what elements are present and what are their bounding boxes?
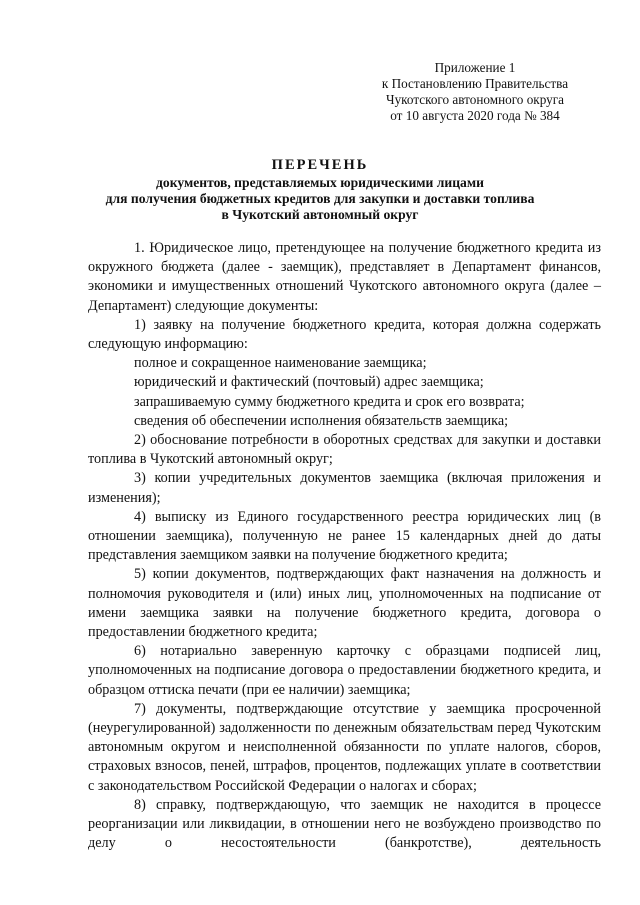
item-7-no-debt-documents: 7) документы, подтверждающие отсутствие у заемщика просроченной (неурегулированной) задолженности по денежным обязательствам перед Чукотским автономным округом и неисполненной обязанности по уплате налогов, сборов, страховых взносов, пеней, штрафов, процентов, подлежащих уплате в соответствии с законодательством Российской Федерации о налогах и сборах; [88, 700, 601, 794]
paragraph-1: 1. Юридическое лицо, претендующее на получение бюджетного кредита из окружного бюджета (далее - заемщик), представляет в Департамент финансов, экономики и имущественных отношений Чукотского автономного округа (далее – Департамент) следующие документы: [88, 240, 601, 314]
item-1-subitem-name: полное и сокращенное наименование заемщика; [134, 355, 427, 372]
subtitle-line-2: для получения бюджетных кредитов для закупки и доставки топлива [105, 191, 535, 206]
appendix-header [360, 60, 590, 124]
appendix-date: от 10 августа 2020 года № 384 [390, 108, 560, 123]
document-body [88, 239, 601, 854]
appendix-reference: к Постановлению Правительства [381, 76, 569, 91]
subtitle-line-1: документов, представляемых юридическими лицами [156, 175, 484, 190]
item-3-founding-documents: 3) копии учредительных документов заемщика (включая приложения и изменения); [88, 470, 601, 506]
item-6-signature-card: 6) нотариально заверенную карточку с образцами подписей лиц, уполномоченных на подписание договора о предоставлении бюджетного кредита, и образцом оттиска печати (при ее наличии) заемщика; [88, 643, 601, 698]
item-2-justification: 2) обоснование потребности в оборотных средствах для закупки и доставки топлива в Чукотский автономный округ; [88, 432, 601, 468]
subtitle-line-3: в Чукотский автономный округ [221, 207, 419, 222]
document-title [80, 155, 560, 223]
item-5-authority-documents: 5) копии документов, подтверждающих факт назначения на должность и полномочия руководителя и (или) иных лиц, уполномоченных на подписание от имени заемщика заявки на получение бюджетного кредита, договора о предоставлении бюджетного кредита; [88, 566, 601, 641]
appendix-number: Приложение 1 [434, 60, 516, 75]
item-8-reorganization-certificate: 8) справку, подтверждающую, что заемщик не находится в процессе реорганизации или ликвидации, в отношении него не возбуждено производство по делу о несостоятельности (банкротстве), деятельность [88, 796, 601, 852]
title-main: ПЕРЕЧЕНЬ [271, 157, 369, 173]
item-4-registry-extract: 4) выписку из Единого государственного реестра юридических лиц (в отношении заемщика), полученную не ранее 15 календарных дней до даты представления заемщиком заявки на получение бюджетного кредита; [88, 508, 601, 564]
appendix-region: Чукотского автономного округа [386, 92, 564, 107]
item-1-subitem-address: юридический и фактический (почтовый) адрес заемщика; [134, 374, 484, 391]
item-1-application: 1) заявку на получение бюджетного кредита, которая должна содержать следующую информацию: [88, 316, 601, 353]
item-1-subitem-amount: запрашиваемую сумму бюджетного кредита и срок его возврата; [134, 393, 525, 410]
item-1-subitem-security: сведения об обеспечении исполнения обязательств заемщика; [134, 412, 509, 429]
